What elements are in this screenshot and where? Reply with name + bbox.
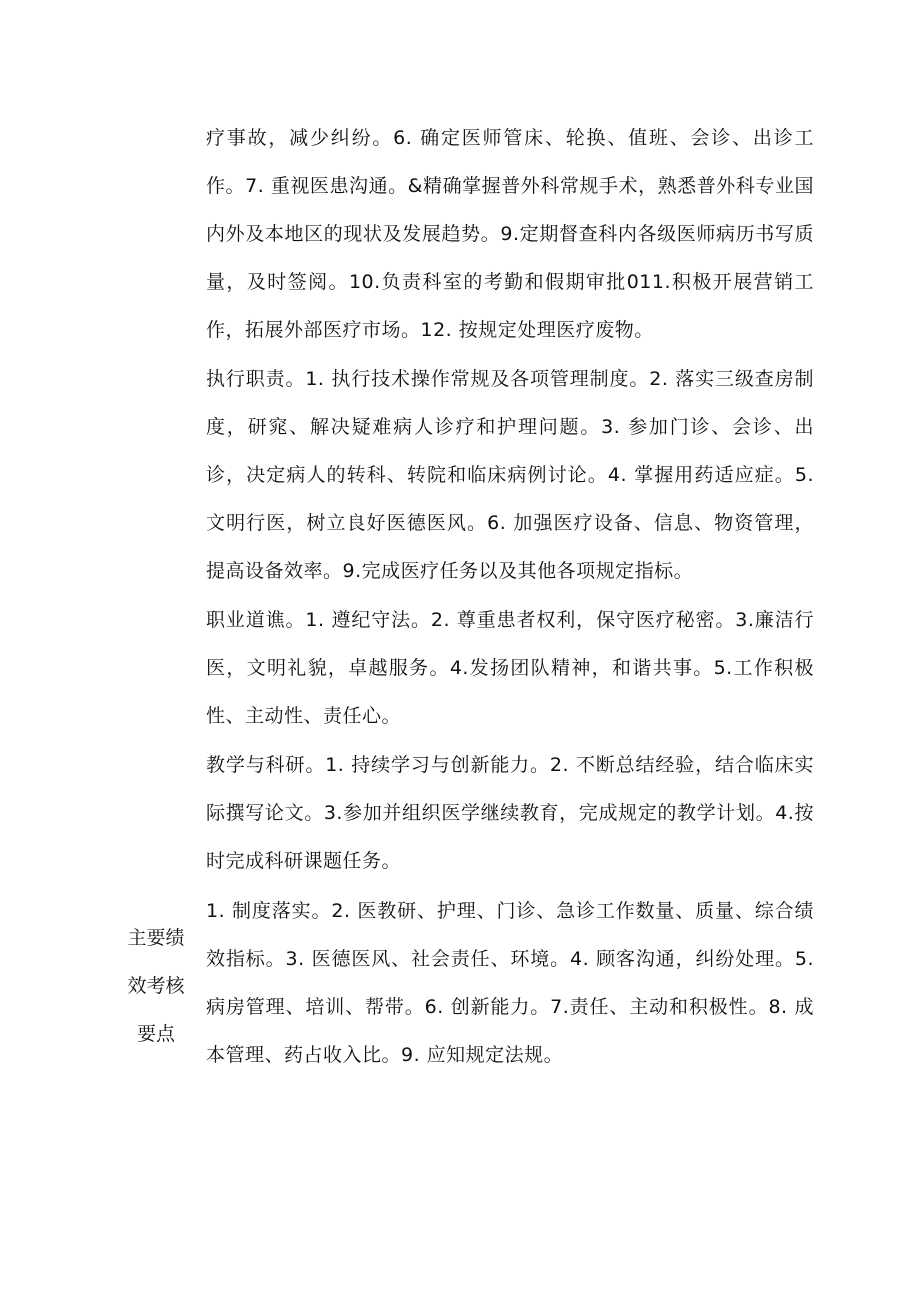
kpi-section-label: 主要绩效考核要点 xyxy=(127,927,185,1045)
duty-paragraph-continued: 疗事故，减少纠纷。6. 确定医师管床、轮换、值班、会诊、出诊工作。7. 重视医患沟通。&精确掌握普外科常规手术，熟悉普外科专业国内外及本地区的现状及发展趋势。9.定期督查科内各级医师病历书写质量，及时签阅。10.负责科室的考勤和假期审批011.积极开展营销工作，拓展外部医疗市场。12. 按规定处理医疗废物。 xyxy=(206,127,814,341)
execution-duties-paragraph: 执行职责。1. 执行技术操作常规及各项管理制度。2. 落实三级查房制度，研窕、解决疑难病人诊疗和护理问题。3. 参加门诊、会诊、出诊，决定病人的转科、转院和临床病例讨论。4. 掌握用药适应症。5. 文明行医，树立良好医德医风。6. 加强医疗设备、信息、物资管理，提高设备效率。9.完成医疗任务以及其他各项规定指标。 xyxy=(206,368,814,582)
teaching-research-paragraph: 教学与科研。1. 持续学习与创新能力。2. 不断总结经验，结合临床实际撰写论文。3.参加并组织医学继续教育，完成规定的教学计划。4.按时完成科研课题任务。 xyxy=(206,754,814,872)
professional-ethics-paragraph: 职业道谯。1. 遵纪守法。2. 尊重患者权利，保守医疗秘密。3.廉洁行医，文明礼貌，卓越服务。4.发扬团队精神，和谐共事。5.工作积极性、主动性、责任心。 xyxy=(206,609,814,727)
kpi-paragraph: 1. 制度落实。2. 医教研、护理、门诊、急诊工作数量、质量、综合绩效指标。3. 医德医风、社会责任、环境。4. 顾客沟通，纠纷处理。5. 病房管理、培训、帮带。6. 创新能力。7.责任、主动和积极性。8. 成本管理、药占收入比。9. 应知规定法规。 xyxy=(206,900,814,1066)
